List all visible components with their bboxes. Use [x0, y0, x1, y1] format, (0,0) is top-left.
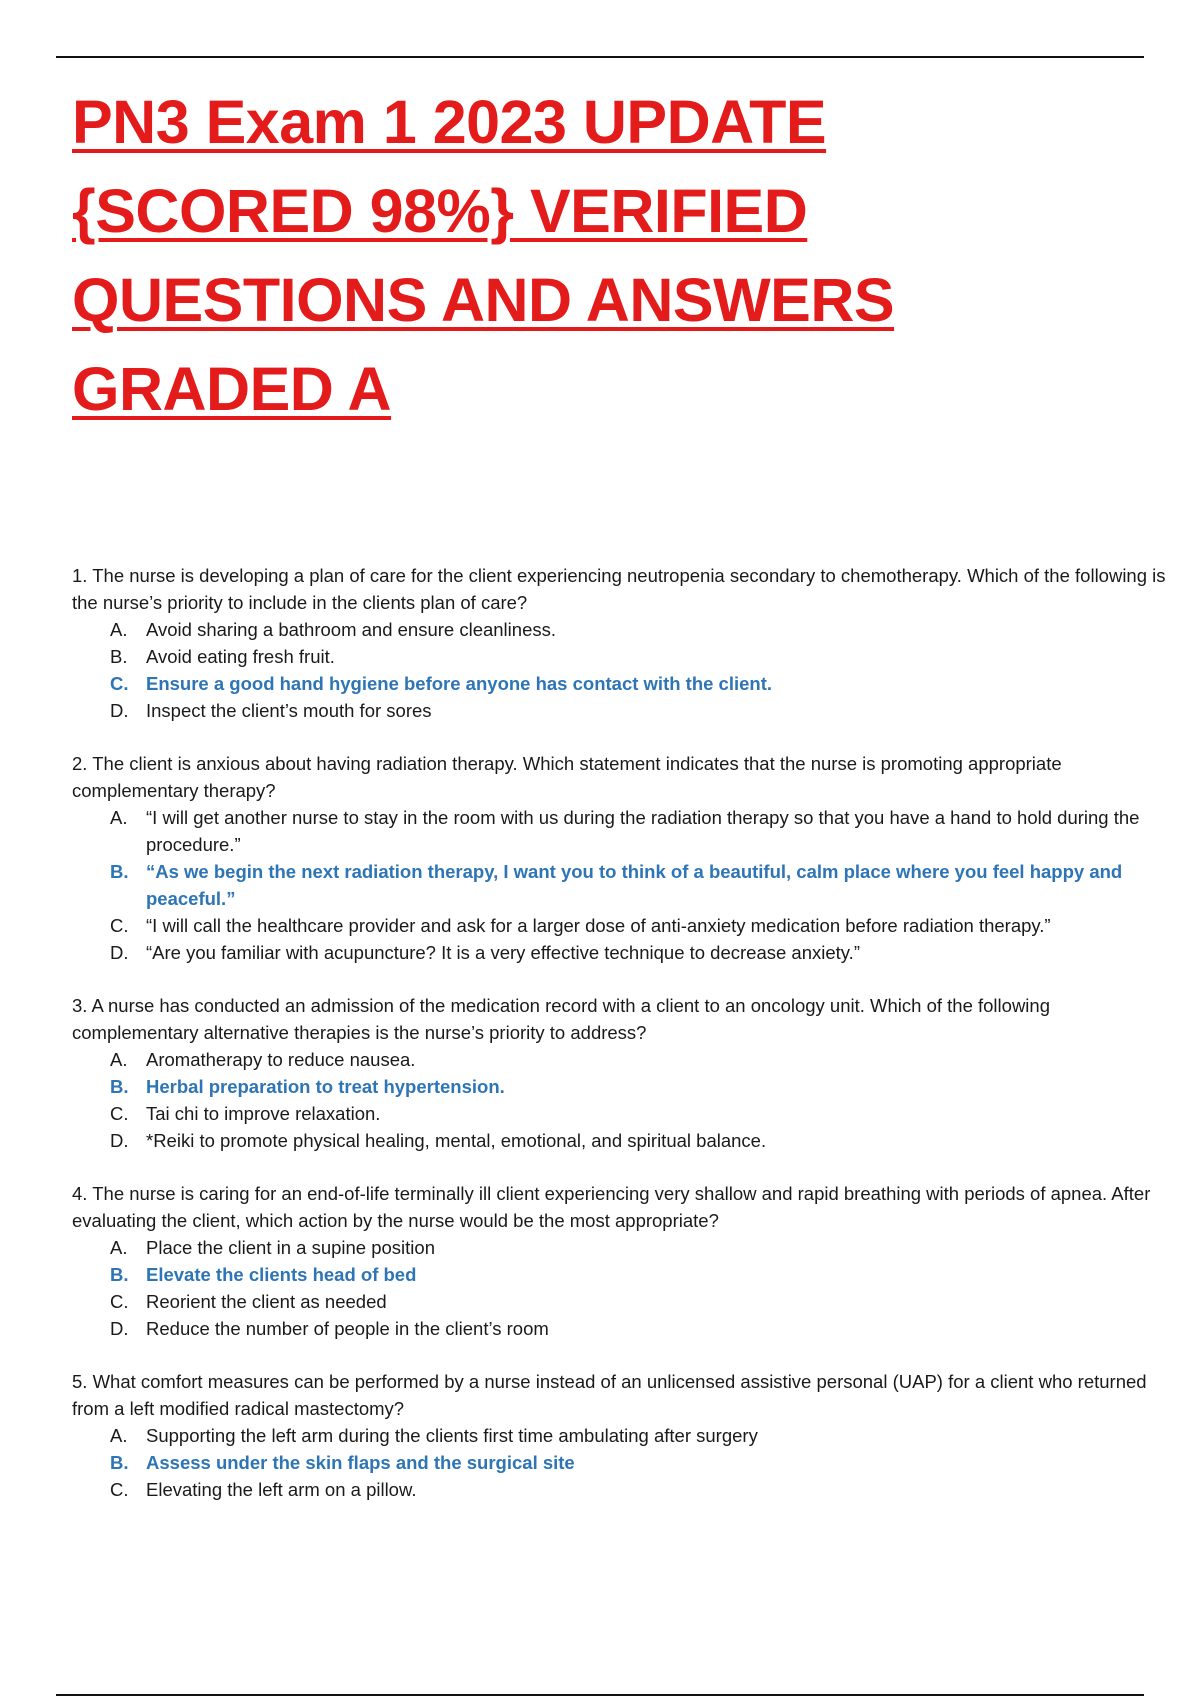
option-letter: C.: [110, 1479, 129, 1500]
option-letter: B.: [110, 861, 129, 882]
option-letter: C.: [110, 673, 129, 694]
question-2: [72, 750, 1172, 966]
title-line: {SCORED 98%} VERIFIED: [72, 177, 808, 245]
answer-option: [72, 643, 1157, 670]
option-text: “As we begin the next radiation therapy, I want you to think of a beautiful, calm place where you feel happy and peaceful.”: [146, 861, 1123, 909]
answer-option: [72, 912, 1157, 939]
option-letter: A.: [110, 1425, 128, 1446]
option-text: Supporting the left arm during the clients first time ambulating after surgery: [146, 1425, 758, 1446]
correct-answer-option: [72, 670, 1157, 697]
question-1: [72, 562, 1172, 724]
top-divider: [56, 56, 1144, 58]
title-line: QUESTIONS AND ANSWERS: [72, 266, 895, 334]
option-letter: D.: [110, 942, 129, 963]
question-text: 2. The client is anxious about having radiation therapy. Which statement indicates that the nurse is promoting appropriate complementary therapy?: [72, 753, 1062, 801]
answer-option: [72, 939, 1157, 966]
option-letter: A.: [110, 807, 128, 828]
question-text: 4. The nurse is caring for an end-of-life terminally ill client experiencing very shallow and rapid breathing with periods of apnea. After evaluating the client, which action by the nurse would be the most appropriate?: [72, 1183, 1151, 1231]
answer-options: [72, 804, 1172, 966]
option-letter: D.: [110, 700, 129, 721]
answer-options: [72, 1422, 1172, 1503]
option-letter: A.: [110, 619, 128, 640]
question-list: [72, 562, 1172, 1529]
option-letter: A.: [110, 1049, 128, 1070]
question-text: 5. What comfort measures can be performed by a nurse instead of an unlicensed assistive personal (UAP) for a client who returned from a left modified radical mastectomy?: [72, 1371, 1147, 1419]
answer-options: [72, 1046, 1172, 1154]
option-text: Avoid eating fresh fruit.: [146, 646, 335, 667]
answer-option: [72, 1234, 1157, 1261]
correct-answer-option: [72, 858, 1157, 912]
answer-option: [72, 804, 1157, 858]
question-text: 3. A nurse has conducted an admission of the medication record with a client to an oncology unit. Which of the following complementary alternative therapies is the nurse’s priority to address?: [72, 995, 1050, 1043]
option-letter: C.: [110, 1103, 129, 1124]
answer-option: [72, 1315, 1157, 1342]
correct-answer-option: [72, 1449, 1157, 1476]
answer-option: [72, 616, 1157, 643]
answer-option: [72, 1476, 1157, 1503]
answer-options: [72, 1234, 1172, 1342]
answer-option: [72, 1422, 1157, 1449]
option-letter: B.: [110, 646, 128, 667]
option-letter: D.: [110, 1130, 129, 1151]
option-text: “Are you familiar with acupuncture? It is a very effective technique to decrease anxiety.”: [146, 942, 860, 963]
option-letter: B.: [110, 1452, 129, 1473]
option-letter: C.: [110, 1291, 129, 1312]
answer-option: [72, 1046, 1157, 1073]
option-text: Ensure a good hand hygiene before anyone has contact with the client.: [146, 673, 773, 694]
option-text: Assess under the skin flaps and the surgical site: [146, 1452, 575, 1473]
bottom-divider: [56, 1694, 1144, 1696]
document-title: [72, 78, 1072, 434]
title-line: GRADED A: [72, 355, 392, 423]
answer-option: [72, 697, 1157, 724]
option-text: Inspect the client’s mouth for sores: [146, 700, 432, 721]
correct-answer-option: [72, 1073, 1157, 1100]
option-text: *Reiki to promote physical healing, mental, emotional, and spiritual balance.: [146, 1130, 767, 1151]
question-5: [72, 1368, 1172, 1503]
option-letter: B.: [110, 1076, 129, 1097]
option-text: Elevating the left arm on a pillow.: [146, 1479, 417, 1500]
answer-option: [72, 1100, 1157, 1127]
option-text: Place the client in a supine position: [146, 1237, 435, 1258]
option-text: Reduce the number of people in the client’s room: [146, 1318, 549, 1339]
question-4: [72, 1180, 1172, 1342]
answer-option: [72, 1127, 1157, 1154]
option-text: Herbal preparation to treat hypertension.: [146, 1076, 505, 1097]
option-text: Aromatherapy to reduce nausea.: [146, 1049, 416, 1070]
correct-answer-option: [72, 1261, 1157, 1288]
option-letter: B.: [110, 1264, 129, 1285]
answer-options: [72, 616, 1172, 724]
option-text: “I will call the healthcare provider and ask for a larger dose of anti-anxiety medication before radiation therapy.”: [146, 915, 1051, 936]
option-text: Tai chi to improve relaxation.: [146, 1103, 381, 1124]
question-3: [72, 992, 1172, 1154]
option-text: “I will get another nurse to stay in the room with us during the radiation therapy so that you have a hand to hold during the procedure.”: [146, 807, 1140, 855]
option-letter: D.: [110, 1318, 129, 1339]
option-letter: A.: [110, 1237, 128, 1258]
question-text: 1. The nurse is developing a plan of care for the client experiencing neutropenia secondary to chemotherapy. Which of the following is the nurse’s priority to include in the clients plan of care?: [72, 565, 1166, 613]
option-text: Avoid sharing a bathroom and ensure cleanliness.: [146, 619, 556, 640]
title-line: PN3 Exam 1 2023 UPDATE: [72, 88, 827, 156]
option-text: Reorient the client as needed: [146, 1291, 387, 1312]
option-text: Elevate the clients head of bed: [146, 1264, 417, 1285]
answer-option: [72, 1288, 1157, 1315]
option-letter: C.: [110, 915, 129, 936]
